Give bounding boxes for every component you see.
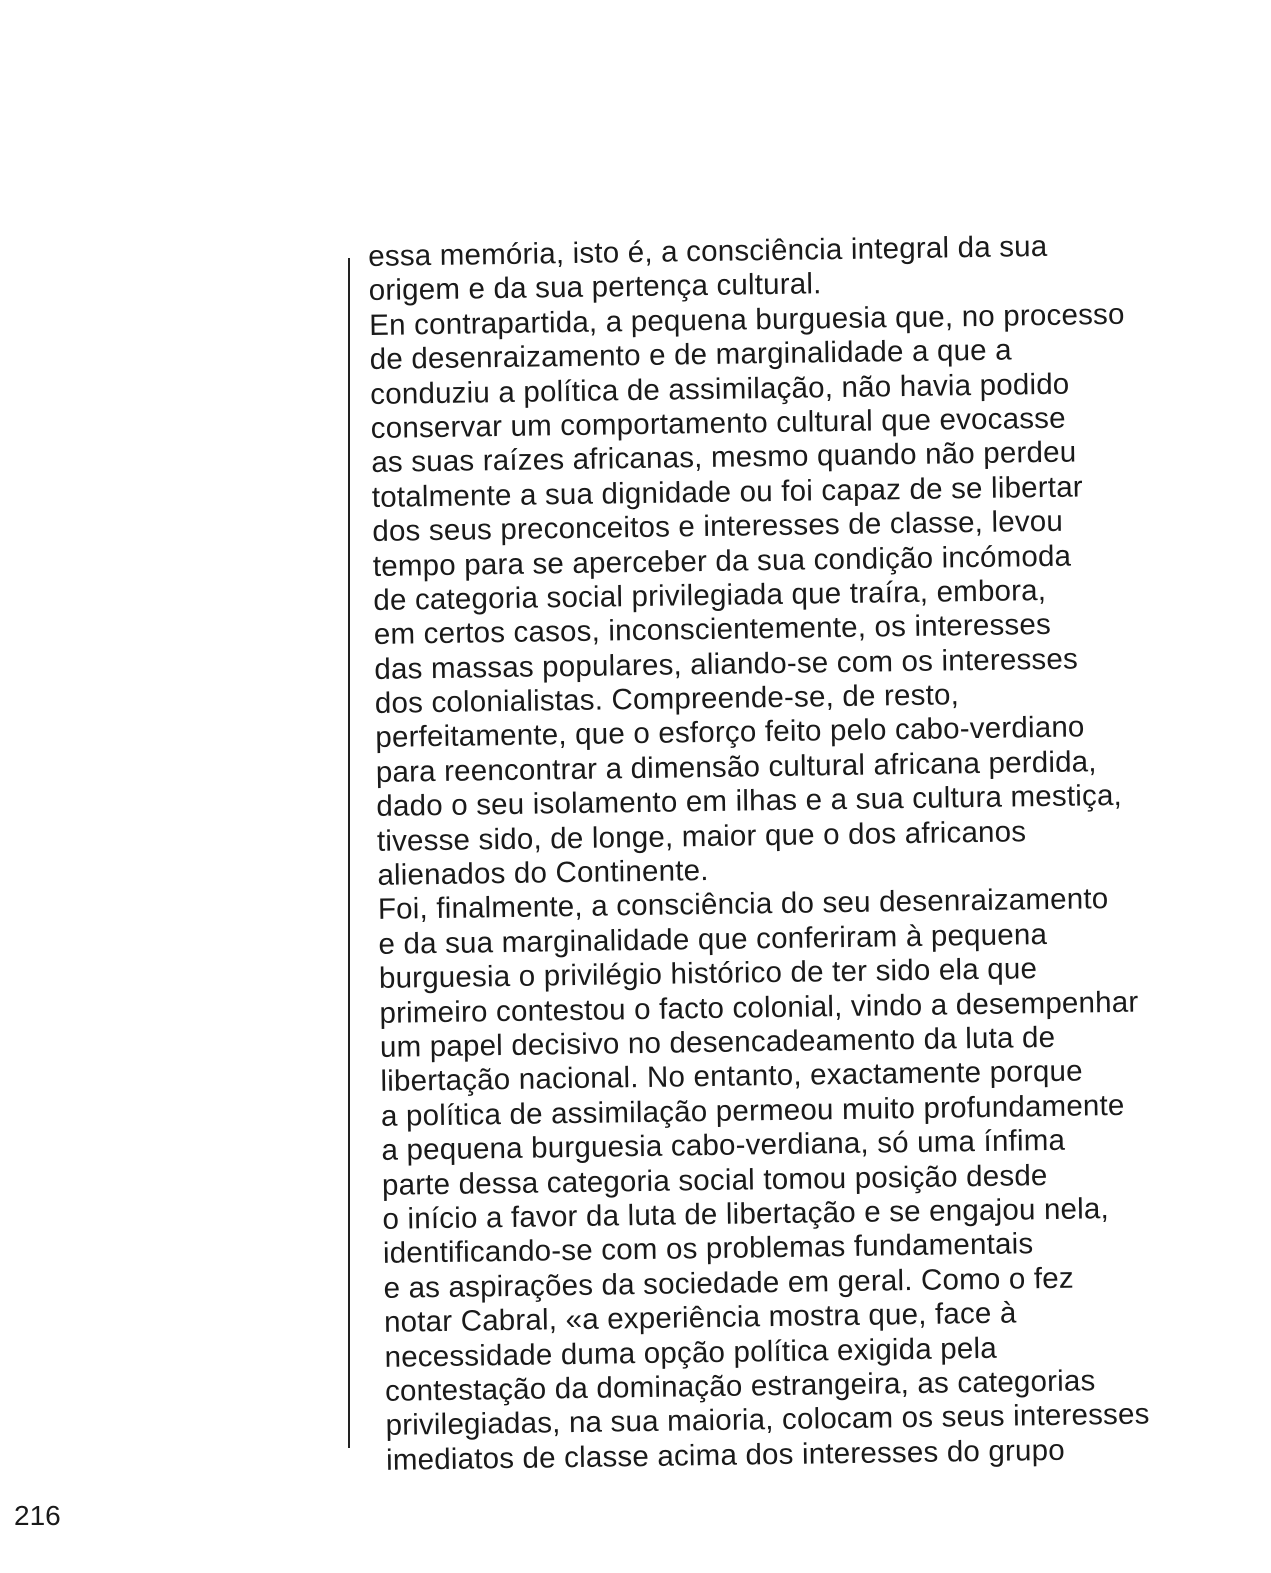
text-line: perfeitamente, que o esforço feito pelo cabo-verdiano xyxy=(375,710,1085,755)
text-line: notar Cabral, «a experiência mostra que, face à xyxy=(383,1296,1017,1339)
text-line: alienados do Continente. xyxy=(377,854,709,892)
text-line: dado o seu isolamento em ilhas e a sua cultura mestiça, xyxy=(376,779,1123,824)
text-line: Foi, finalmente, a consciência do seu desenraizamento xyxy=(377,882,1109,927)
text-line: conservar um comportamento cultural que evocasse xyxy=(370,401,1066,445)
text-line: imediatos de classe acima dos interesses do grupo xyxy=(385,1433,1066,1477)
page-number: 216 xyxy=(14,1500,61,1531)
text-line: das massas populares, aliando-se com os interesses xyxy=(374,642,1079,686)
text-line: tivesse sido, de longe, maior que o dos africanos xyxy=(376,814,1027,858)
text-line: totalmente a sua dignidade ou foi capaz de se libertar xyxy=(371,470,1084,514)
text-line: En contrapartida, a pequena burguesia que, no processo xyxy=(369,297,1125,342)
text-line: privilegiadas, na sua maioria, colocam os seus interesses xyxy=(385,1397,1150,1443)
text-line: dos colonialistas. Compreende-se, de resto, xyxy=(374,678,960,721)
text-line: burguesia o privilégio histórico de ter sido ela que xyxy=(378,952,1038,996)
text-line: identificando-se com os problemas fundamentais xyxy=(382,1227,1034,1271)
text-line: em certos casos, inconscientemente, os interesses xyxy=(373,608,1052,652)
text-line: necessidade duma opção política exigida pela xyxy=(384,1331,998,1374)
text-line: para reencontrar a dimensão cultural africana perdida, xyxy=(375,745,1097,789)
text-line: parte dessa categoria social tomou posição desde xyxy=(381,1158,1048,1202)
text-line: primeiro contestou o facto colonial, vindo a desempenhar xyxy=(379,985,1139,1030)
text-line: a pequena burguesia cabo-verdiana, só uma ínfima xyxy=(381,1123,1066,1168)
text-line: um papel decisivo no desencadeamento da luta de xyxy=(379,1020,1056,1064)
margin-rule xyxy=(348,258,350,1448)
text-line: dos seus preconceitos e interesses de classe, levou xyxy=(372,504,1064,549)
text-line: o início a favor da luta de libertação e se engajou nela, xyxy=(382,1192,1110,1236)
body-text xyxy=(368,227,1266,1478)
text-line: origem e da sua pertença cultural. xyxy=(368,267,822,308)
text-line: tempo para se aperceber da sua condição incómoda xyxy=(372,539,1072,583)
text-line: de desenraizamento e de marginalidade a que a xyxy=(369,333,1013,377)
text-line: de categoria social privilegiada que traíra, embora, xyxy=(373,573,1047,617)
text-line: e as aspirações da sociedade em geral. Como o fez xyxy=(383,1261,1075,1305)
text-line: e da sua marginalidade que conferiram à pequena xyxy=(378,917,1048,961)
text-line: a política de assimilação permeou muito profundamente xyxy=(380,1088,1125,1133)
text-line: conduziu a política de assimilação, não havia podido xyxy=(370,367,1070,411)
text-line: as suas raízes africanas, mesmo quando não perdeu xyxy=(371,435,1077,480)
text-line: essa memória, isto é, a consciência integral da sua xyxy=(368,229,1048,273)
text-line: contestação da dominação estrangeira, as categorias xyxy=(384,1364,1096,1408)
text-line: libertação nacional. No entanto, exactamente porque xyxy=(380,1054,1083,1099)
